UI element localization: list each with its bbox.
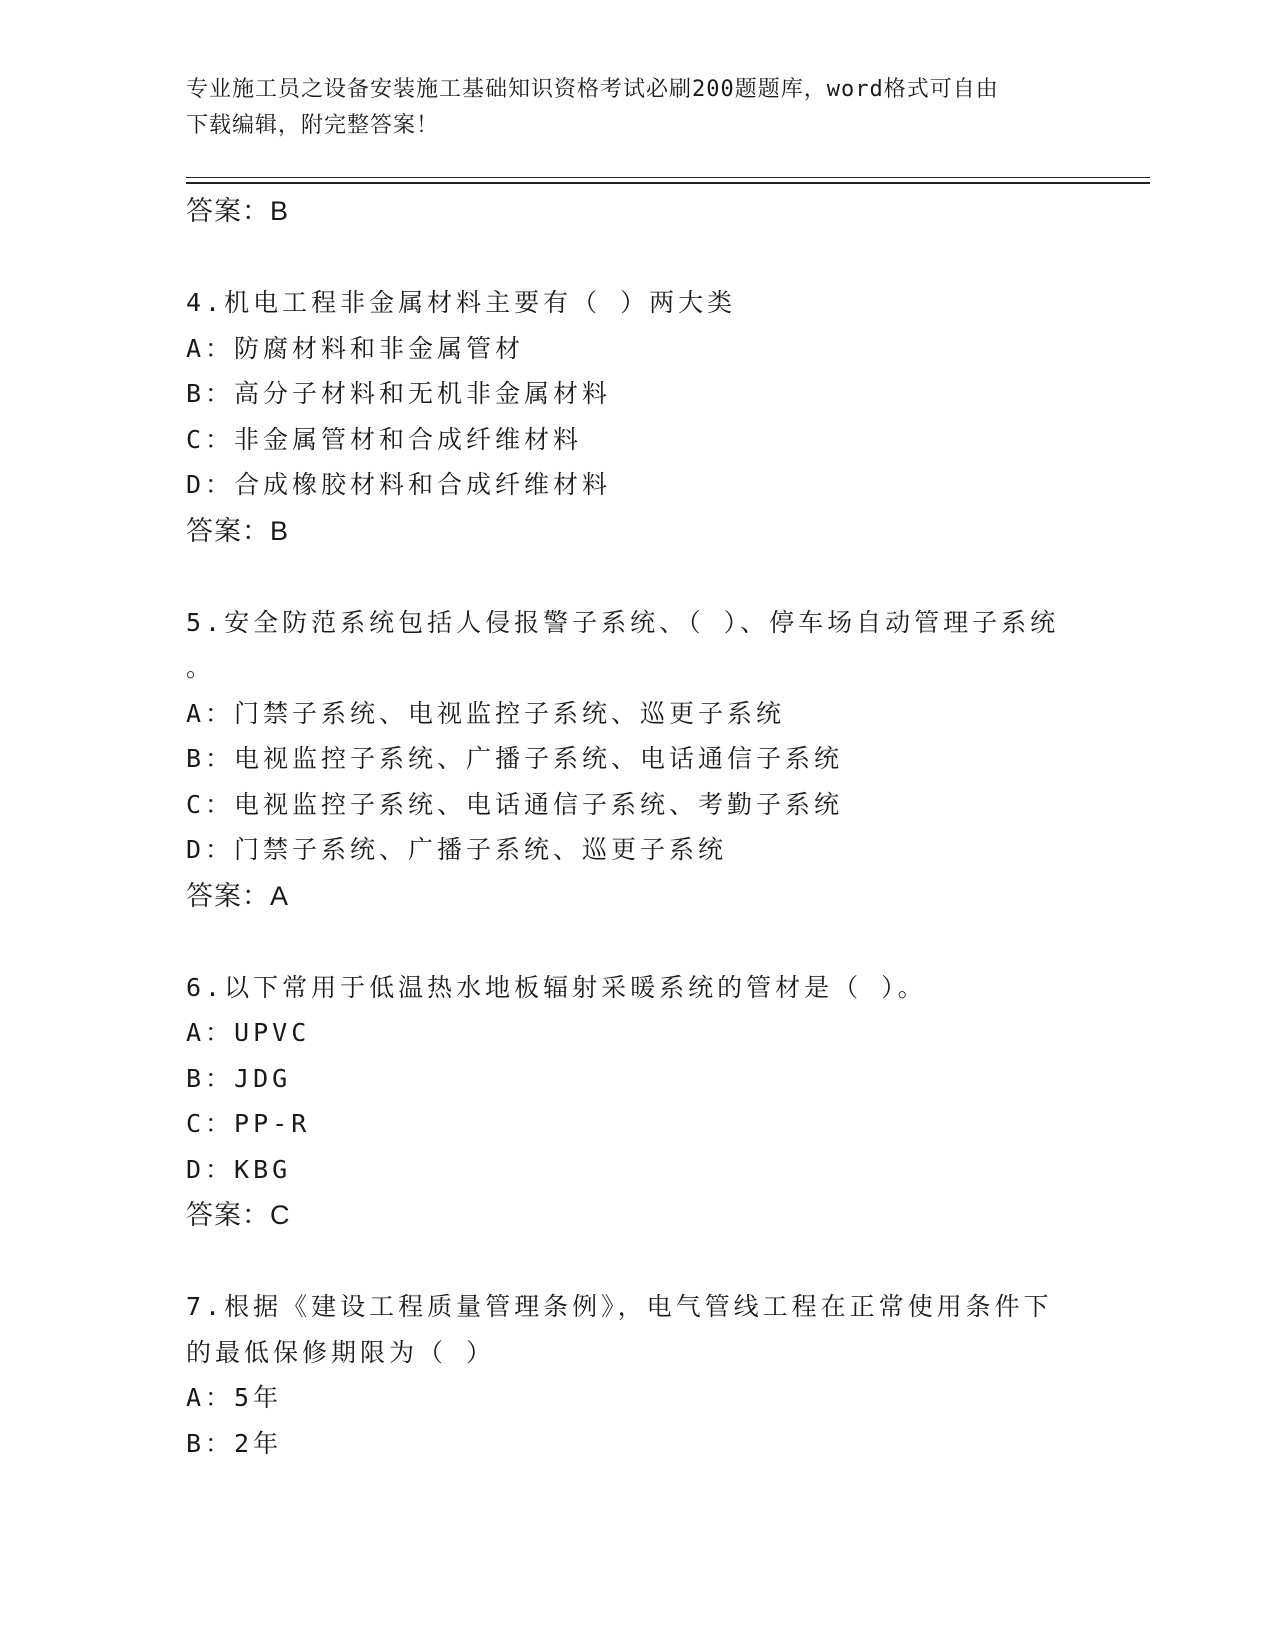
option-a: A：5年	[186, 1383, 283, 1412]
option-d: D：KBG	[186, 1154, 292, 1184]
option-b: B：JDG	[186, 1063, 292, 1093]
option-c: C：非金属管材和合成纤维材料	[186, 424, 583, 454]
header-title-line-2: 下载编辑，附完整答案！	[186, 113, 440, 138]
document-header	[186, 72, 1066, 144]
option-d: D：门禁子系统、广播子系统、巡更子系统	[186, 835, 728, 864]
question-text: 6.以下常用于低温热水地板辐射采暖系统的管材是（ ）。	[186, 972, 927, 1002]
question-text: 4.机电工程非金属材料主要有（ ）两大类	[186, 288, 737, 317]
option-c: C：电视监控子系统、电话通信子系统、考勤子系统	[186, 789, 844, 819]
answer-prev: 答案：B	[186, 196, 290, 226]
spacer	[186, 554, 1106, 600]
question-block-4	[186, 280, 1106, 554]
question-block-6	[186, 965, 1106, 1239]
question-block-5	[186, 600, 1106, 919]
spacer	[186, 919, 1106, 965]
option-a: A：门禁子系统、电视监控子系统、巡更子系统	[186, 698, 786, 728]
spacer	[186, 234, 1106, 280]
question-text-line-2: 的最低保修期限为（ ）	[186, 1337, 496, 1367]
option-a: A：防腐材料和非金属管材	[186, 333, 525, 363]
option-b: B：高分子材料和无机非金属材料	[186, 379, 612, 408]
option-b: B：2年	[186, 1428, 283, 1458]
question-text-line-2: 。	[186, 653, 216, 682]
option-d: D：合成橡胶材料和合成纤维材料	[186, 470, 612, 499]
answer: 答案：A	[186, 880, 290, 911]
option-a: A：UPVC	[186, 1018, 311, 1047]
header-divider-thick	[186, 182, 1150, 184]
option-c: C：PP-R	[186, 1109, 311, 1138]
header-divider-thin	[186, 177, 1150, 178]
answer: 答案：C	[186, 1200, 291, 1230]
spacer	[186, 1238, 1106, 1284]
question-list	[186, 188, 1106, 1466]
question-text-line-1: 5.安全防范系统包括人侵报警子系统、（ ）、停车场自动管理子系统	[186, 607, 1060, 637]
option-b: B：电视监控子系统、广播子系统、电话通信子系统	[186, 744, 844, 773]
answer: 答案：B	[186, 515, 290, 546]
header-title-line-1: 专业施工员之设备安装施工基础知识资格考试必刷200题题库，word格式可自由	[186, 77, 999, 102]
question-text-line-1: 7.根据《建设工程质量管理条例》，电气管线工程在正常使用条件下	[186, 1292, 1053, 1321]
question-block-7	[186, 1284, 1106, 1466]
